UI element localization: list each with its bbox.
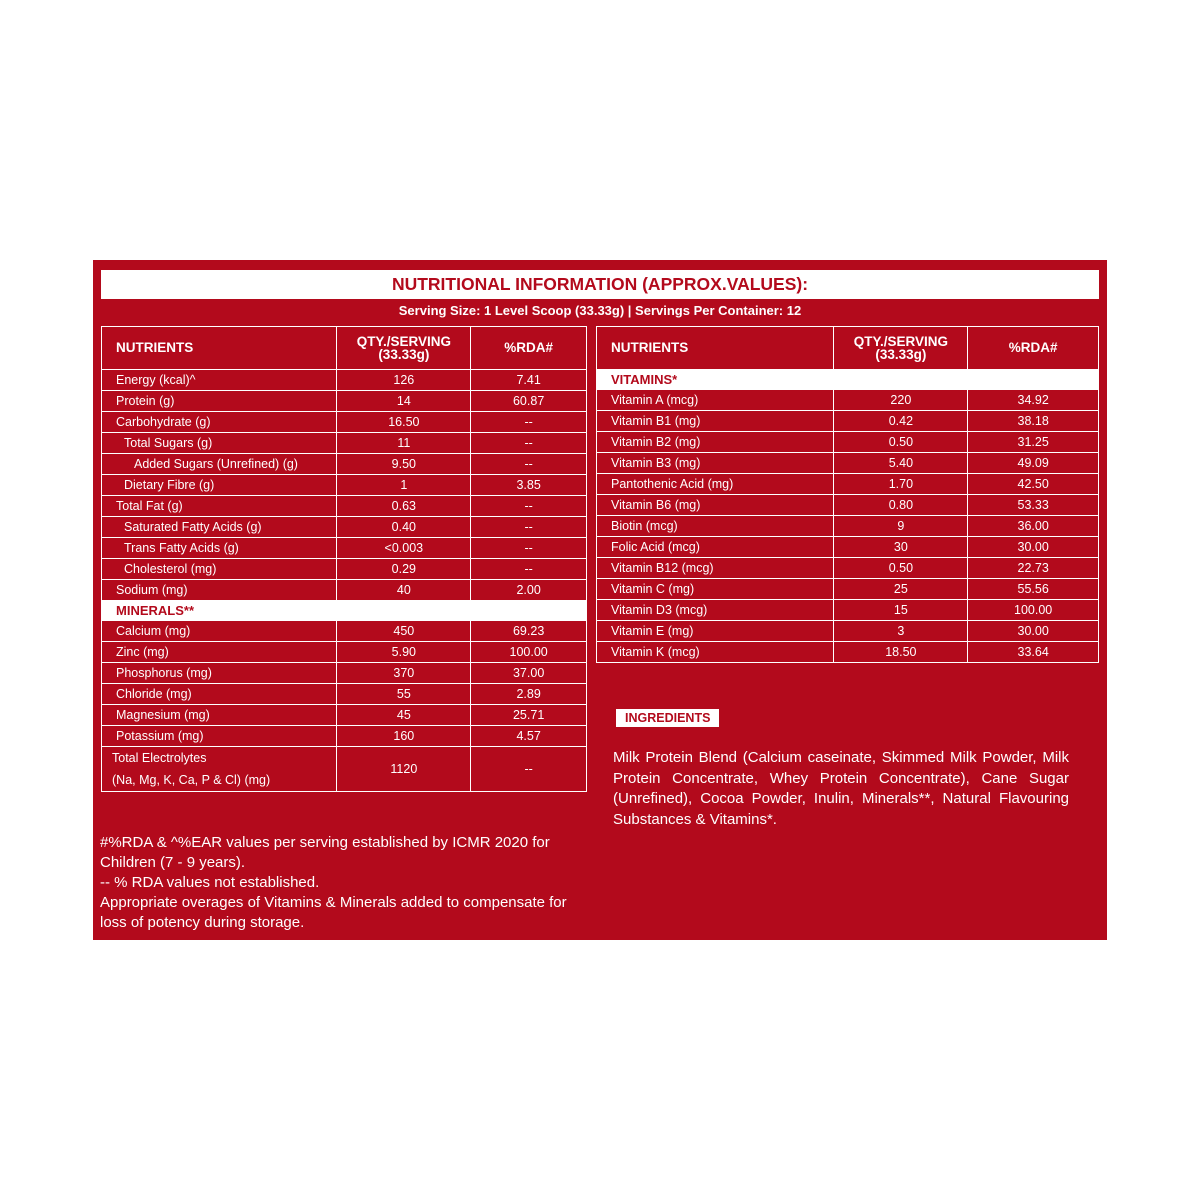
nutrient-qty: 9.50 xyxy=(337,454,471,475)
vitamins-section xyxy=(597,370,1099,390)
nutrient-name: Phosphorus (mg) xyxy=(102,663,337,684)
nutrient-qty: 0.29 xyxy=(337,559,471,580)
nutrient-qty: 1.70 xyxy=(834,474,968,495)
nutrient-rda: 30.00 xyxy=(968,621,1099,642)
nutrient-name: Vitamin C (mg) xyxy=(597,579,834,600)
nutrient-rda: 33.64 xyxy=(968,642,1099,663)
nutrient-qty: 14 xyxy=(337,391,471,412)
nutrient-rda: 7.41 xyxy=(471,370,587,391)
table-row xyxy=(102,538,587,559)
nutrient-qty: 30 xyxy=(834,537,968,558)
nutrient-rda: 53.33 xyxy=(968,495,1099,516)
nutrient-name: Total Sugars (g) xyxy=(102,433,337,454)
nutrient-rda: 37.00 xyxy=(471,663,587,684)
header-qty-line2: (33.33g) xyxy=(875,347,927,362)
vitamins-section-label: VITAMINS* xyxy=(597,370,1099,390)
nutrient-rda: -- xyxy=(471,433,587,454)
serving-info: Serving Size: 1 Level Scoop (33.33g) | Servings Per Container: 12 xyxy=(398,303,802,318)
nutrient-name: Vitamin B2 (mg) xyxy=(597,432,834,453)
nutrient-rda: -- xyxy=(471,496,587,517)
nutrients-table-right-body xyxy=(597,327,1099,663)
table-row xyxy=(102,391,587,412)
header-rda: %RDA# xyxy=(471,327,587,370)
nutrient-qty: 0.80 xyxy=(834,495,968,516)
nutrient-rda: 49.09 xyxy=(968,453,1099,474)
footnote-line: Appropriate overages of Vitamins & Minerals added to compensate for loss of potency during storage. xyxy=(100,894,567,931)
nutrient-rda: 60.87 xyxy=(471,391,587,412)
nutrient-rda: -- xyxy=(471,538,587,559)
table-row xyxy=(102,517,587,538)
table-row xyxy=(597,621,1099,642)
table-row xyxy=(597,558,1099,579)
table-row xyxy=(102,433,587,454)
nutrition-panel xyxy=(93,260,1107,940)
nutrient-qty: 18.50 xyxy=(834,642,968,663)
nutrient-rda: -- xyxy=(471,559,587,580)
electrolytes-line2: (Na, Mg, K, Ca, P & Cl) (mg) xyxy=(112,773,271,787)
table-row xyxy=(102,663,587,684)
nutrient-qty: 25 xyxy=(834,579,968,600)
nutrient-rda: -- xyxy=(471,747,587,792)
table-row xyxy=(102,642,587,663)
nutrient-name: Zinc (mg) xyxy=(102,642,337,663)
nutrient-qty: 5.90 xyxy=(337,642,471,663)
nutrient-qty: 16.50 xyxy=(337,412,471,433)
nutrient-name: Energy (kcal)^ xyxy=(102,370,337,391)
footnote-line: -- % RDA values not established. xyxy=(100,874,320,891)
nutrient-qty: 0.50 xyxy=(834,558,968,579)
nutrients-table-left xyxy=(101,326,587,792)
nutrient-name: Saturated Fatty Acids (g) xyxy=(102,517,337,538)
nutrient-qty: 220 xyxy=(834,390,968,411)
nutrient-rda: 31.25 xyxy=(968,432,1099,453)
nutrient-qty: 5.40 xyxy=(834,453,968,474)
nutrient-name: Biotin (mcg) xyxy=(597,516,834,537)
nutrient-name: Vitamin E (mg) xyxy=(597,621,834,642)
nutrient-name: Added Sugars (Unrefined) (g) xyxy=(102,454,337,475)
nutrient-qty: <0.003 xyxy=(337,538,471,559)
header-qty-line1: QTY./SERVING xyxy=(853,333,948,349)
nutrient-name: Trans Fatty Acids (g) xyxy=(102,538,337,559)
nutrient-name: Cholesterol (mg) xyxy=(102,559,337,580)
header-nutrients: NUTRIENTS xyxy=(102,327,337,370)
nutrient-name: Chloride (mg) xyxy=(102,684,337,705)
nutrient-qty: 9 xyxy=(834,516,968,537)
nutrient-name: Protein (g) xyxy=(102,391,337,412)
nutrient-rda: -- xyxy=(471,412,587,433)
nutrient-rda: 36.00 xyxy=(968,516,1099,537)
nutrient-name: Carbohydrate (g) xyxy=(102,412,337,433)
panel-title: NUTRITIONAL INFORMATION (APPROX.VALUES): xyxy=(101,270,1099,299)
nutrient-name: Folic Acid (mcg) xyxy=(597,537,834,558)
nutrient-rda: 100.00 xyxy=(968,600,1099,621)
nutrient-rda: 2.00 xyxy=(471,580,587,601)
nutrient-name: Vitamin D3 (mcg) xyxy=(597,600,834,621)
nutrient-qty: 55 xyxy=(337,684,471,705)
nutrient-qty: 11 xyxy=(337,433,471,454)
nutrient-name: Total Fat (g) xyxy=(102,496,337,517)
nutrient-qty: 160 xyxy=(337,726,471,747)
nutrients-table-left-body xyxy=(102,327,587,792)
table-row xyxy=(102,580,587,601)
footnote-line: #%RDA & ^%EAR values per serving established by ICMR 2020 for Children (7 - 9 years). xyxy=(100,834,550,871)
nutrient-rda: 69.23 xyxy=(471,621,587,642)
table-row xyxy=(597,579,1099,600)
table-row xyxy=(597,474,1099,495)
table-row xyxy=(102,475,587,496)
nutrient-name: Vitamin B12 (mcg) xyxy=(597,558,834,579)
nutrient-name: Dietary Fibre (g) xyxy=(102,475,337,496)
nutrient-rda: 22.73 xyxy=(968,558,1099,579)
table-row xyxy=(597,432,1099,453)
nutrient-qty: 1120 xyxy=(337,747,471,792)
nutrient-qty: 450 xyxy=(337,621,471,642)
nutrient-name: Vitamin B6 (mg) xyxy=(597,495,834,516)
nutrient-name xyxy=(102,747,337,792)
header-nutrients: NUTRIENTS xyxy=(597,327,834,370)
nutrient-name: Magnesium (mg) xyxy=(102,705,337,726)
nutrient-rda: 34.92 xyxy=(968,390,1099,411)
nutrient-rda: 38.18 xyxy=(968,411,1099,432)
nutrient-name: Vitamin B1 (mg) xyxy=(597,411,834,432)
nutrient-qty: 126 xyxy=(337,370,471,391)
nutrient-rda: -- xyxy=(471,517,587,538)
table-row xyxy=(102,412,587,433)
nutrient-rda: 4.57 xyxy=(471,726,587,747)
nutrient-name: Pantothenic Acid (mg) xyxy=(597,474,834,495)
minerals-section-label: MINERALS** xyxy=(102,601,587,621)
table-row xyxy=(102,370,587,391)
nutrient-qty: 15 xyxy=(834,600,968,621)
table-row xyxy=(102,726,587,747)
electrolytes-line1: Total Electrolytes xyxy=(112,751,207,765)
table-row xyxy=(597,516,1099,537)
nutrient-qty: 0.63 xyxy=(337,496,471,517)
electrolytes-row xyxy=(102,747,587,792)
table-row xyxy=(597,642,1099,663)
nutrient-qty: 45 xyxy=(337,705,471,726)
nutrient-qty: 40 xyxy=(337,580,471,601)
table-header-row xyxy=(102,327,587,370)
nutrient-qty: 3 xyxy=(834,621,968,642)
footnotes xyxy=(100,833,590,933)
ingredients-text: Milk Protein Blend (Calcium caseinate, Skimmed Milk Powder, Milk Protein Concentrate, Whey Protein Concentrate), Cane Sugar (Unrefined), Cocoa Powder, Inulin, Minerals**, Natural Flavouring Substances & Vitamins*. xyxy=(613,749,1069,828)
nutrient-qty: 370 xyxy=(337,663,471,684)
table-row xyxy=(102,454,587,475)
nutrient-rda: 3.85 xyxy=(471,475,587,496)
nutrient-rda: 25.71 xyxy=(471,705,587,726)
nutrient-rda: 2.89 xyxy=(471,684,587,705)
table-row xyxy=(597,600,1099,621)
nutrient-qty: 0.40 xyxy=(337,517,471,538)
nutrient-rda: 42.50 xyxy=(968,474,1099,495)
table-row xyxy=(597,495,1099,516)
table-row xyxy=(102,684,587,705)
table-row xyxy=(597,411,1099,432)
table-row xyxy=(102,496,587,517)
header-rda: %RDA# xyxy=(968,327,1099,370)
table-row xyxy=(597,390,1099,411)
header-qty xyxy=(834,327,968,370)
nutrient-name: Vitamin K (mcg) xyxy=(597,642,834,663)
table-row xyxy=(597,537,1099,558)
table-row xyxy=(102,559,587,580)
header-qty xyxy=(337,327,471,370)
nutrient-rda: 30.00 xyxy=(968,537,1099,558)
header-qty-line2: (33.33g) xyxy=(378,347,430,362)
nutrient-name: Calcium (mg) xyxy=(102,621,337,642)
nutrient-name: Sodium (mg) xyxy=(102,580,337,601)
nutrient-qty: 1 xyxy=(337,475,471,496)
nutrient-name: Vitamin B3 (mg) xyxy=(597,453,834,474)
table-header-row xyxy=(597,327,1099,370)
nutrient-rda: 100.00 xyxy=(471,642,587,663)
nutrient-name: Potassium (mg) xyxy=(102,726,337,747)
table-row xyxy=(102,705,587,726)
nutrient-qty: 0.50 xyxy=(834,432,968,453)
nutrient-rda: 55.56 xyxy=(968,579,1099,600)
nutrient-qty: 0.42 xyxy=(834,411,968,432)
header-qty-line1: QTY./SERVING xyxy=(356,333,451,349)
table-row xyxy=(597,453,1099,474)
nutrient-name: Vitamin A (mcg) xyxy=(597,390,834,411)
minerals-section xyxy=(102,601,587,621)
nutrients-table-right xyxy=(596,326,1099,663)
ingredients-label: INGREDIENTS xyxy=(616,709,719,727)
table-row xyxy=(102,621,587,642)
nutrient-rda: -- xyxy=(471,454,587,475)
